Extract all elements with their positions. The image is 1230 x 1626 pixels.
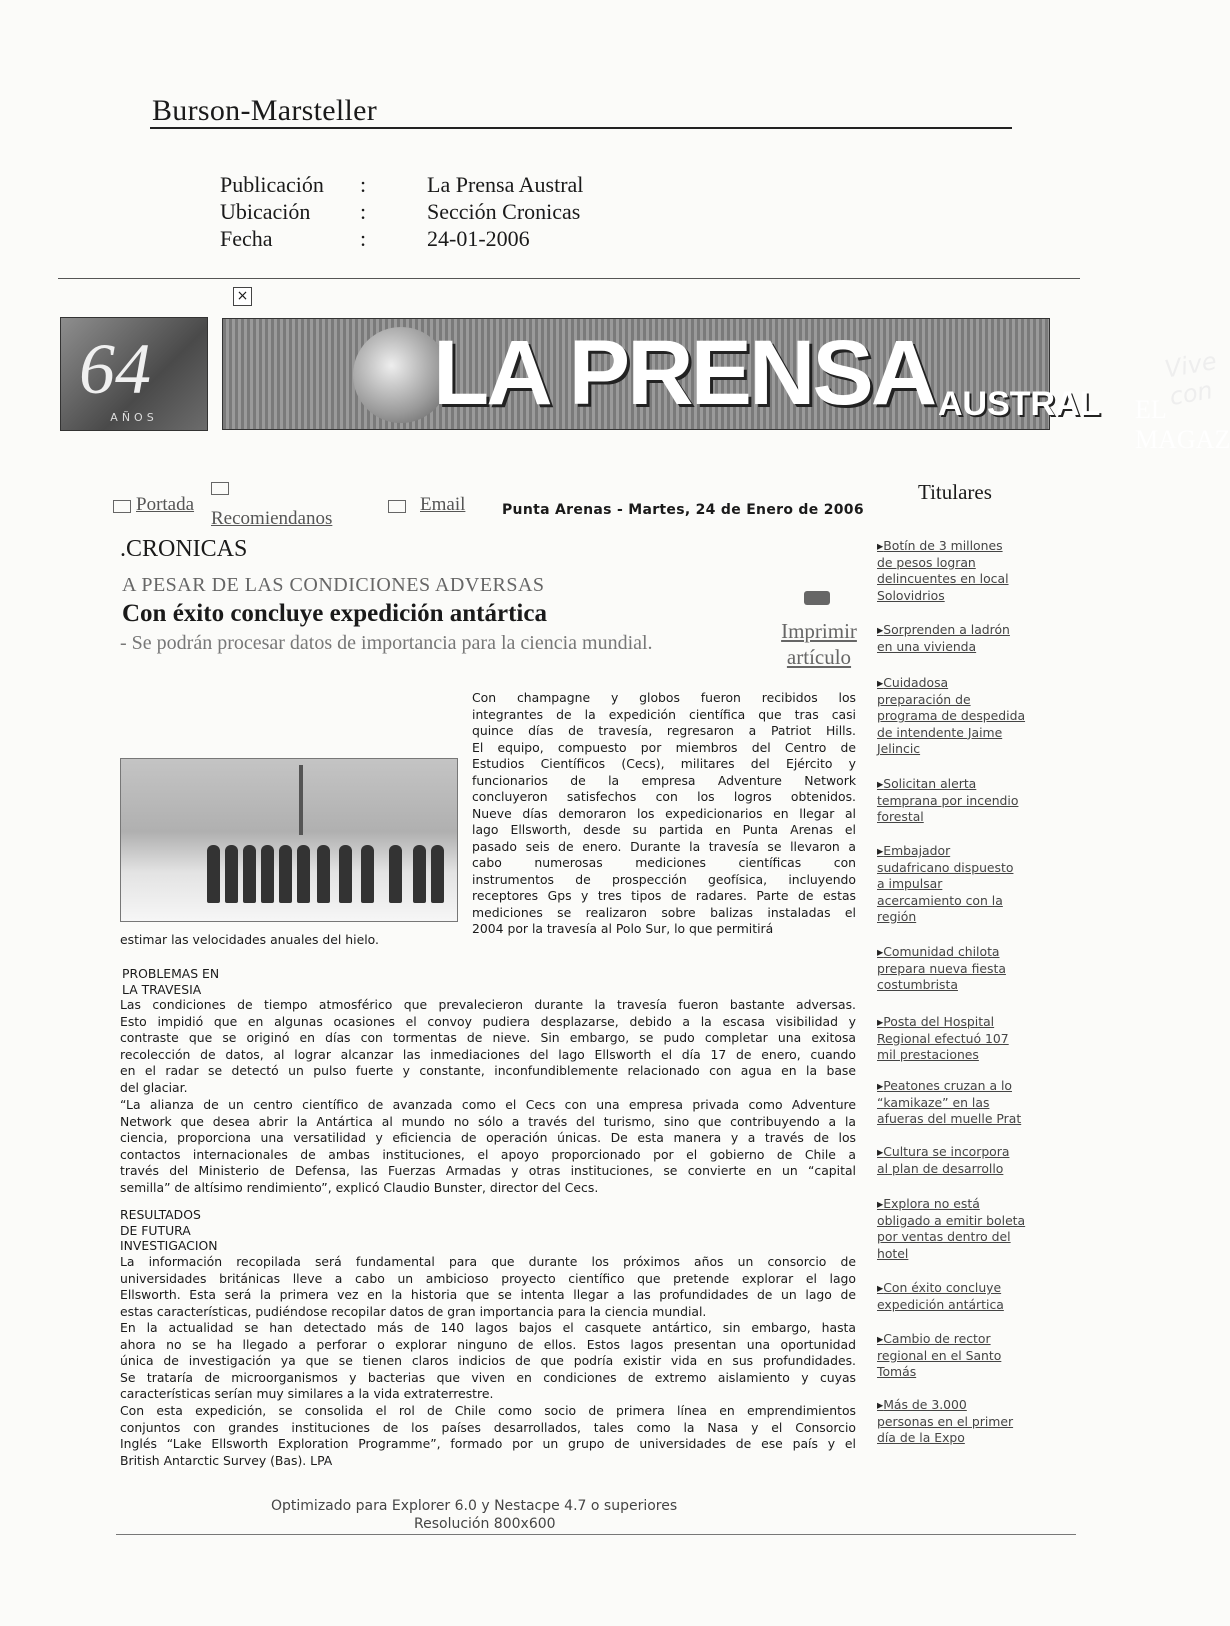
text-line: universidades británicas lleve a cabo un ambicioso proyecto científico que pretende explorar el lago — [120, 1270, 856, 1286]
headline-line: Jelincic — [877, 741, 921, 756]
text-line: instrumentos de prospección geofísica, incluyendo — [472, 871, 856, 887]
headline-line: al plan de desarrollo — [877, 1160, 1004, 1176]
headline-line: programa de despedida — [877, 708, 1026, 723]
headline-line: día de la Expo — [877, 1430, 965, 1445]
headline-link[interactable] — [877, 675, 1047, 758]
anniversary-logo[interactable] — [60, 317, 208, 431]
text-line: Inglés “Lake Ellsworth Exploration Programme”, formado por un grupo de universidades de ese país y el — [120, 1436, 856, 1451]
text-line: El equipo, compuesto por miembros del Centro de — [472, 739, 856, 755]
headline-line: Solicitan alerta — [883, 776, 977, 791]
text-line: contactos internacionales de ambas instituciones, el apoyo proporcionado por el gobierno de Chile a — [120, 1146, 856, 1162]
broken-image-icon: × — [233, 287, 252, 306]
logo-number: 64 — [79, 329, 151, 409]
subheading-problems — [122, 966, 219, 997]
text-line: Con champagne y globos fueron recibidos los — [472, 690, 856, 705]
text-line: en el radar se detectó un pulso fuerte y constante, inconfundiblemente relacionado con agua en la base — [120, 1063, 856, 1078]
headline-line: expedición antártica — [877, 1296, 1004, 1312]
headline-link[interactable] — [877, 538, 1047, 604]
firm-name: Burson-Marsteller — [152, 94, 378, 127]
text-line: British Antarctic Survey (Bas). LPA — [120, 1452, 333, 1468]
headline-line: Cultura se incorpora — [883, 1144, 1010, 1159]
text-line: través del Ministerio de Defensa, las Fuerzas Armadas y otras instituciones, se convierte en un “capital — [120, 1163, 856, 1178]
headline-link[interactable] — [877, 1280, 1047, 1313]
headline-line: Regional efectuó 107 — [877, 1030, 1009, 1046]
nav-email-link[interactable]: Email — [420, 494, 466, 515]
headline-line: Con éxito concluye — [883, 1280, 1002, 1295]
text-line: 2004 por la travesía al Polo Sur, lo que permitirá — [472, 921, 774, 936]
headline-line: de pesos logran — [877, 554, 976, 570]
headline-line: “kamikaze” en las — [877, 1094, 990, 1110]
text-line: ahora no se ha llegado a perforar o explorar ninguno de ellos. Estos lagos presentan una oportunidad — [120, 1336, 856, 1352]
text-line: lago Ellsworth, desde su partida en Punta Arenas el — [472, 822, 856, 837]
text-line: Se trataría de microorganismos y bacterias que viven en condiciones de extremo aislamiento y cuyas — [120, 1369, 856, 1385]
text-line: concluyeron satisfechos con los logros obtenidos. — [472, 789, 856, 804]
headline-line: de intendente Jaime — [877, 724, 1003, 740]
headline-line: Explora no está — [883, 1196, 980, 1211]
text-line: contraste que se originó en días con tormentas de nieve. Sin embargo, se pudo completar una exitosa — [120, 1030, 856, 1045]
print-article-link[interactable]: Imprimir artículo — [781, 619, 857, 669]
headline-link[interactable] — [877, 622, 1047, 655]
headline-line: a impulsar — [877, 876, 943, 891]
headline-line: Embajador — [883, 843, 951, 858]
headline-line: obligado a emitir boleta — [877, 1212, 1026, 1228]
meta-colon: : — [360, 226, 367, 251]
text-line: Con esta expedición, se consolida el rol de Chile como socio de primera línea en emprendimientos — [120, 1403, 856, 1418]
text-line: Estudios Científicos (Cecs), militares del Ejército y — [472, 756, 856, 771]
text-line: cabo numerosas mediciones científicas con — [472, 855, 856, 870]
paragraph-role — [120, 1403, 856, 1469]
headline-link[interactable] — [877, 1196, 1047, 1262]
logo-subtitle: AÑOS — [110, 411, 158, 424]
header-rule — [150, 127, 1012, 129]
text-line: integrantes de la expedición científica que tras casi — [472, 706, 856, 722]
headline-line: en una vivienda — [877, 638, 977, 654]
headline-line: delincuentes en local — [877, 571, 1009, 586]
headline-line: Solovidrios — [877, 587, 945, 603]
footer-resolution-note: Resolución 800x600 — [414, 1516, 556, 1532]
text-line: En la actualidad se han detectado más de 140 lagos bajos el casquete antártico, sin embargo, hasta — [120, 1320, 856, 1335]
headline-line: región — [877, 909, 917, 924]
text-line: Ellsworth. Esta será la primera vez en la historia que se intenta llegar a las profundidades de un lago de — [120, 1287, 856, 1302]
headline-link[interactable] — [877, 944, 1047, 994]
text-line: receptores Gps y tres tipos de radares. Parte de estas — [472, 888, 856, 903]
text-line: recolección de datos, al lograr alcanzar las inmediaciones del lago Ellsworth el día 17 de enero, cuando — [120, 1046, 856, 1062]
text-line: pasado seis de enero. Durante la travesía se llevaron a — [472, 838, 856, 854]
meta-value: La Prensa Austral — [427, 172, 584, 197]
meta-colon: : — [360, 199, 367, 224]
nav-home-link[interactable]: Portada — [136, 494, 195, 515]
headline-link[interactable] — [877, 1331, 1047, 1381]
text-line: mediciones se realizaron sobre balizas instaladas el — [472, 904, 856, 920]
text-line: funcionarios de la empresa Adventure Network — [472, 772, 856, 788]
article-headline: Con éxito concluye expedición antártica — [122, 600, 547, 627]
newspaper-banner[interactable] — [222, 318, 1230, 454]
paragraph-conditions — [120, 997, 856, 1096]
headline-link[interactable] — [877, 1144, 1047, 1177]
recommend-icon — [211, 482, 229, 495]
headline-line: regional en el Santo — [877, 1347, 1002, 1363]
footer-browser-note: Optimizado para Explorer 6.0 y Nestacpe 4.7 o superiores — [271, 1498, 678, 1514]
headline-link[interactable] — [877, 1014, 1047, 1064]
headline-line: preparación de — [877, 691, 971, 707]
headline-line: Botín de 3 millones — [883, 538, 1003, 553]
text-line: Las condiciones de tiempo atmosférico que prevalecieron durante la travesía fueron bastante adversas. — [120, 997, 856, 1012]
text-line: RESULTADOS — [120, 1207, 201, 1222]
headline-line: prepara nueva fiesta — [877, 960, 1006, 976]
headline-line: Comunidad chilota — [883, 944, 1000, 959]
text-line: Network que desea abrir la Antártica al mundo no sólo a través del turismo, sino que contribuyendo a la — [120, 1113, 856, 1129]
text-line: ciencia, proporciona una versatilidad y eficiencia de operación únicas. De esta manera y a través de los — [120, 1130, 856, 1145]
article-subhead: - Se podrán procesar datos de importancia para la ciencia mundial. — [120, 632, 653, 654]
text-line: Nueve días demoraron los expedicionarios en llegar al — [472, 805, 856, 821]
headline-line: Peatones cruzan a lo — [883, 1078, 1012, 1093]
subheading-results — [120, 1207, 218, 1254]
headline-line: costumbrista — [877, 977, 958, 992]
meta-label: Ubicación — [220, 199, 311, 224]
headline-link[interactable] — [877, 843, 1047, 926]
headline-link[interactable] — [877, 776, 1047, 826]
meta-colon: : — [360, 172, 367, 197]
text-line: características serían muy similares a la vida extraterrestre. — [120, 1386, 494, 1401]
headline-link[interactable] — [877, 1078, 1047, 1128]
text-line: única de investigación ya que se tienen claros indicios de que podría existir vida en sus profundidades. — [120, 1353, 856, 1368]
headline-line: Tomás — [877, 1364, 917, 1379]
headlines-title: Titulares — [918, 480, 992, 504]
expedition-photo — [120, 758, 458, 922]
text-line: quince días de travesía, regresaron a Patriot Hills. — [472, 723, 856, 738]
text-line: conjuntos con grandes instituciones de los países desarrollados, tales como la Nasa y el Consorcio — [120, 1419, 856, 1435]
meta-label: Fecha — [220, 226, 273, 251]
paragraph-information — [120, 1254, 856, 1320]
headline-line: Posta del Hospital — [883, 1014, 995, 1029]
banner-subtitle: AUSTRAL — [938, 385, 1101, 423]
banner-magazine: EL MAGAZ — [1135, 395, 1230, 454]
paragraph-intro-tail: estimar las velocidades anuales del hielo. — [120, 932, 379, 947]
headline-line: temprana por incendio — [877, 792, 1019, 808]
headline-line: afueras del muelle Prat — [877, 1111, 1022, 1126]
paragraph-quote — [120, 1097, 856, 1196]
text-line: INVESTIGACION — [120, 1238, 218, 1253]
text-line: Esto impidió que en algunas ocasiones el convoy pudiera desplazarse, debido a la escasa visibilidad y — [120, 1013, 856, 1029]
headline-line: mil prestaciones — [877, 1047, 979, 1062]
section-title: .CRONICAS — [120, 536, 248, 562]
text-line: PROBLEMAS EN — [122, 966, 220, 981]
headline-line: acercamiento con la — [877, 892, 1003, 908]
paragraph-lakes — [120, 1320, 856, 1403]
headline-line: forestal — [877, 809, 924, 824]
headline-line: Más de 3.000 — [883, 1397, 967, 1412]
home-icon — [113, 500, 131, 513]
headline-line: hotel — [877, 1245, 909, 1261]
banner-tagline: Vive con — [1162, 346, 1219, 412]
headline-line: Cuidadosa — [883, 675, 949, 690]
text-line: semilla” de altísimo rendimiento”, explicó Claudio Bunster, director del Cecs. — [120, 1179, 599, 1195]
text-line: DE FUTURA — [120, 1222, 191, 1238]
meta-value: 24-01-2006 — [427, 226, 530, 251]
headline-line: sudafricano dispuesto — [877, 859, 1014, 875]
text-line: La información recopilada será fundamental para que durante los próximos años un consorcio de — [120, 1254, 856, 1269]
banner-title: LA PRENSA — [433, 322, 935, 424]
meta-label: Publicación — [220, 172, 324, 197]
footer-rule — [116, 1534, 1076, 1535]
article-overline: A PESAR DE LAS CONDICIONES ADVERSAS — [122, 574, 545, 596]
headline-line: personas en el primer — [877, 1413, 1014, 1429]
meta-value: Sección Cronicas — [427, 199, 581, 224]
headline-line: Sorprenden a ladrón — [883, 622, 1010, 637]
text-line: “La alianza de un centro científico de avanzada como el Cecs con una empresa privada como Adventure — [120, 1097, 856, 1112]
email-icon — [388, 500, 406, 513]
paragraph-intro — [472, 690, 856, 938]
headline-line: Cambio de rector — [883, 1331, 991, 1346]
text-line: del glaciar. — [120, 1079, 188, 1095]
headline-line: por ventas dentro del — [877, 1229, 1011, 1244]
printer-icon[interactable] — [804, 591, 830, 605]
text-line: LA TRAVESIA — [122, 981, 202, 997]
nav-recommend-link[interactable]: Recomiendanos — [211, 508, 333, 529]
page-rule — [58, 278, 1080, 279]
text-line: estas características, pudiéndose recopilar datos de gran importancia para la ciencia mundial. — [120, 1303, 707, 1319]
dateline: Punta Arenas - Martes, 24 de Enero de 2006 — [502, 502, 864, 518]
headline-link[interactable] — [877, 1397, 1047, 1447]
